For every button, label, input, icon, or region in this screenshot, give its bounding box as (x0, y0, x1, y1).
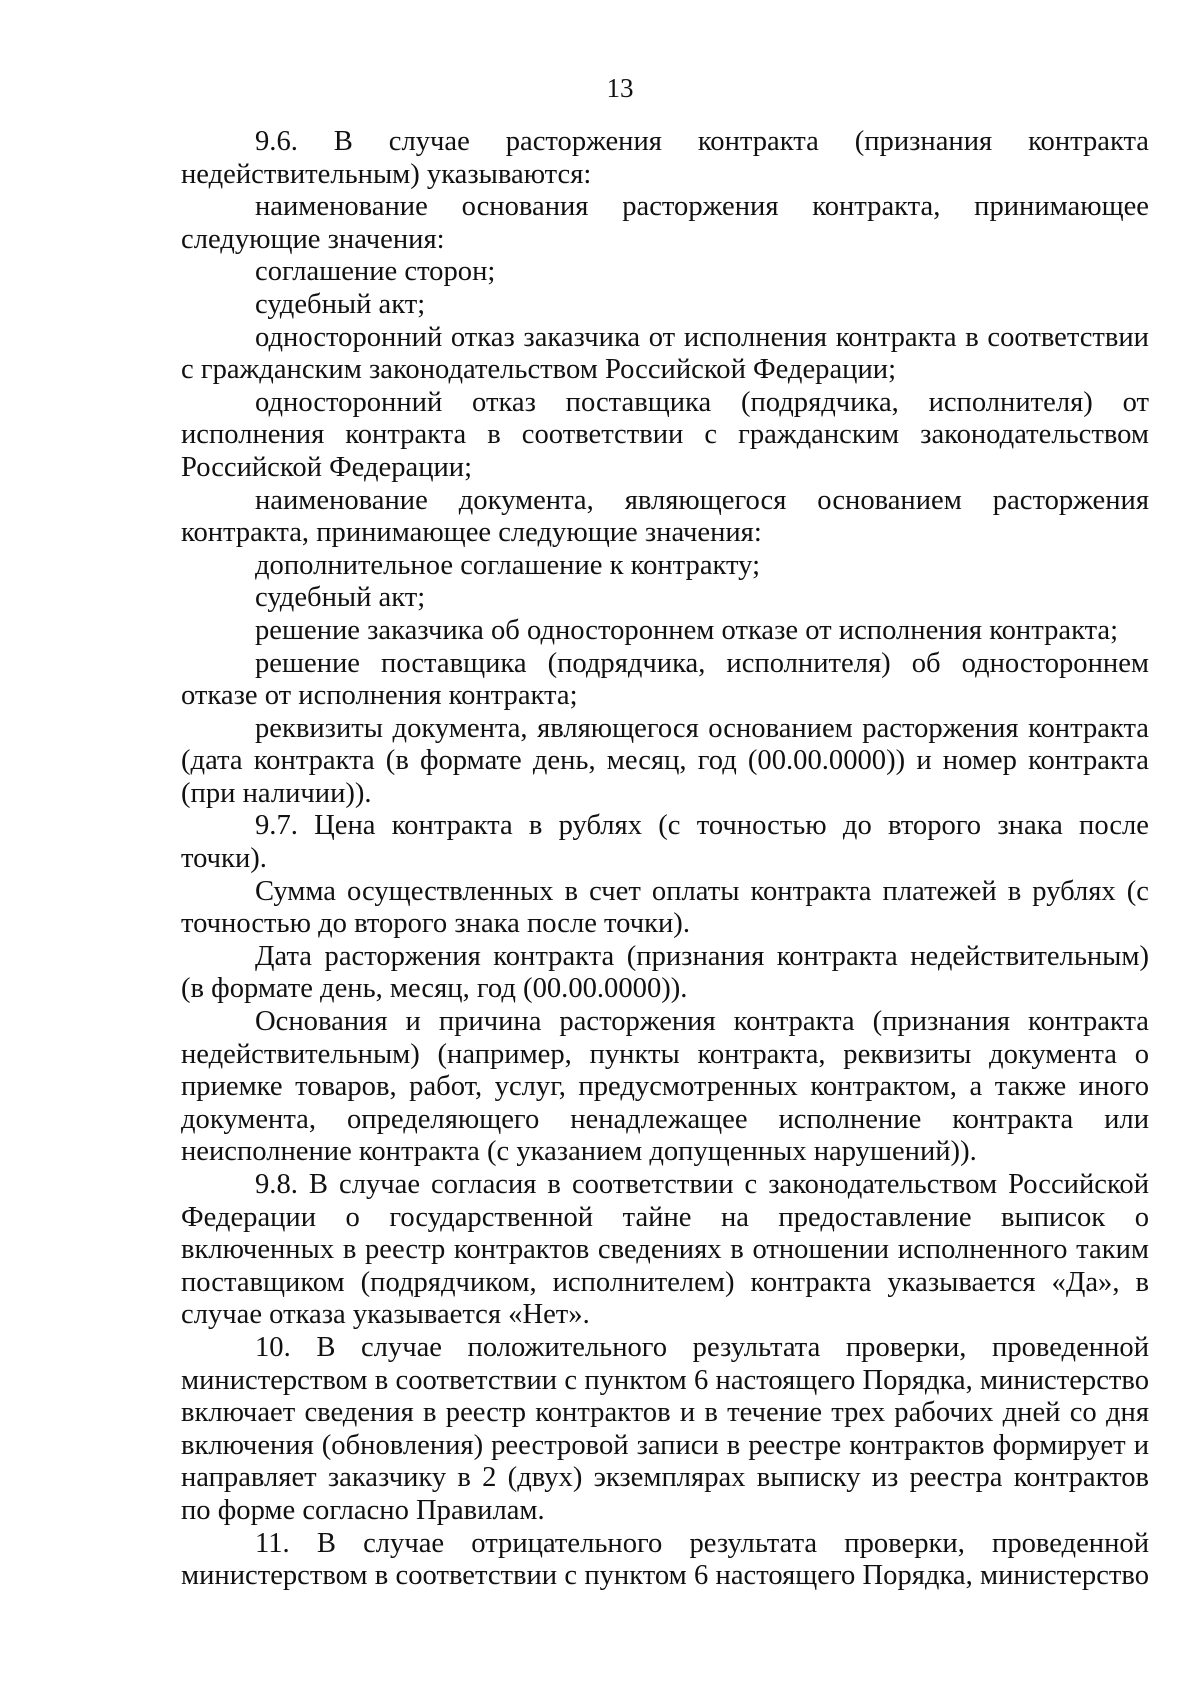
paragraph-payments-sum: Сумма осуществленных в счет оплаты контракта платежей в рублях (с точностью до второго знака после точки). (181, 875, 1149, 940)
page-number: 13 (606, 73, 634, 103)
document-body (181, 126, 1149, 1593)
list-item-supplier-decision: решение поставщика (подрядчика, исполнителя) об одностороннем отказе от исполнения контракта; (181, 647, 1149, 712)
list-item-additional-agreement: дополнительное соглашение к контракту; (255, 549, 761, 581)
paragraph-termination-date: Дата расторжения контракта (признания контракта недействительным) (в формате день, месяц, год (00.00.0000)). (181, 940, 1149, 1005)
paragraph-9-8-consent: 9.8. В случае согласия в соответствии с законодательством Российской Федерации о государственной тайне на предоставление выписок о включенных в реестр контрактов сведениях в отношении исполненного таким поставщиком (подрядчиком, исполнителем) контракта указывается «Да», в случае отказа указывается «Нет». (181, 1169, 1149, 1331)
paragraph-10-positive-result: 10. В случае положительного результата проверки, проведенной министерством в соответствии с пунктом 6 настоящего Порядка, министерство включает сведения в реестр контрактов и в течение трех рабочих дней со дня включения (обновления) реестровой записи в реестре контрактов формирует и направляет заказчику в 2 (двух) экземплярах выписку из реестра контрактов по форме согласно Правилам. (181, 1331, 1149, 1526)
list-item-agreement: соглашение сторон; (255, 256, 496, 288)
paragraph-termination-basis: наименование основания расторжения контракта, принимающее следующие значения: (181, 191, 1149, 255)
list-item-customer-refusal: односторонний отказ заказчика от исполнения контракта в соответствии с гражданским законодательством Российской Федерации; (181, 321, 1149, 386)
paragraph-document-details: реквизиты документа, являющегося основанием расторжения контракта (дата контракта (в формате день, месяц, год (00.00.0000)) и номер контракта (при наличии)). (181, 712, 1149, 809)
paragraph-9-7-price: 9.7. Цена контракта в рублях (с точностью до второго знака после точки). (181, 810, 1149, 875)
paragraph-termination-reasons: Основания и причина расторжения контракта (признания контракта недействительным) (например, пункты контракта, реквизиты документа о приемке товаров, работ, услуг, предусмотренных контрактом, а также иного документа, определяющего ненадлежащее исполнение контракта или неисполнение контракта (с указанием допущенных нарушений)). (181, 1006, 1149, 1168)
list-item-customer-decision: решение заказчика об одностороннем отказе от исполнения контракта; (255, 614, 1119, 646)
list-item-court-act: судебный акт; (255, 288, 426, 320)
paragraph-document-name: наименование документа, являющегося основанием расторжения контракта, принимающее следующие значения: (181, 484, 1149, 549)
list-item-court-act-2: судебный акт; (255, 582, 426, 614)
paragraph-9-6-intro: 9.6. В случае расторжения контракта (признания контракта недействительным) указываются: (181, 126, 1149, 190)
paragraph-11-negative-result: 11. В случае отрицательного результата проверки, проведенной министерством в соответствии с пунктом 6 настоящего Порядка, министерство (181, 1527, 1149, 1592)
list-item-supplier-refusal: односторонний отказ поставщика (подрядчика, исполнителя) от исполнения контракта в соответствии с гражданским законодательством Российской Федерации; (181, 386, 1149, 483)
